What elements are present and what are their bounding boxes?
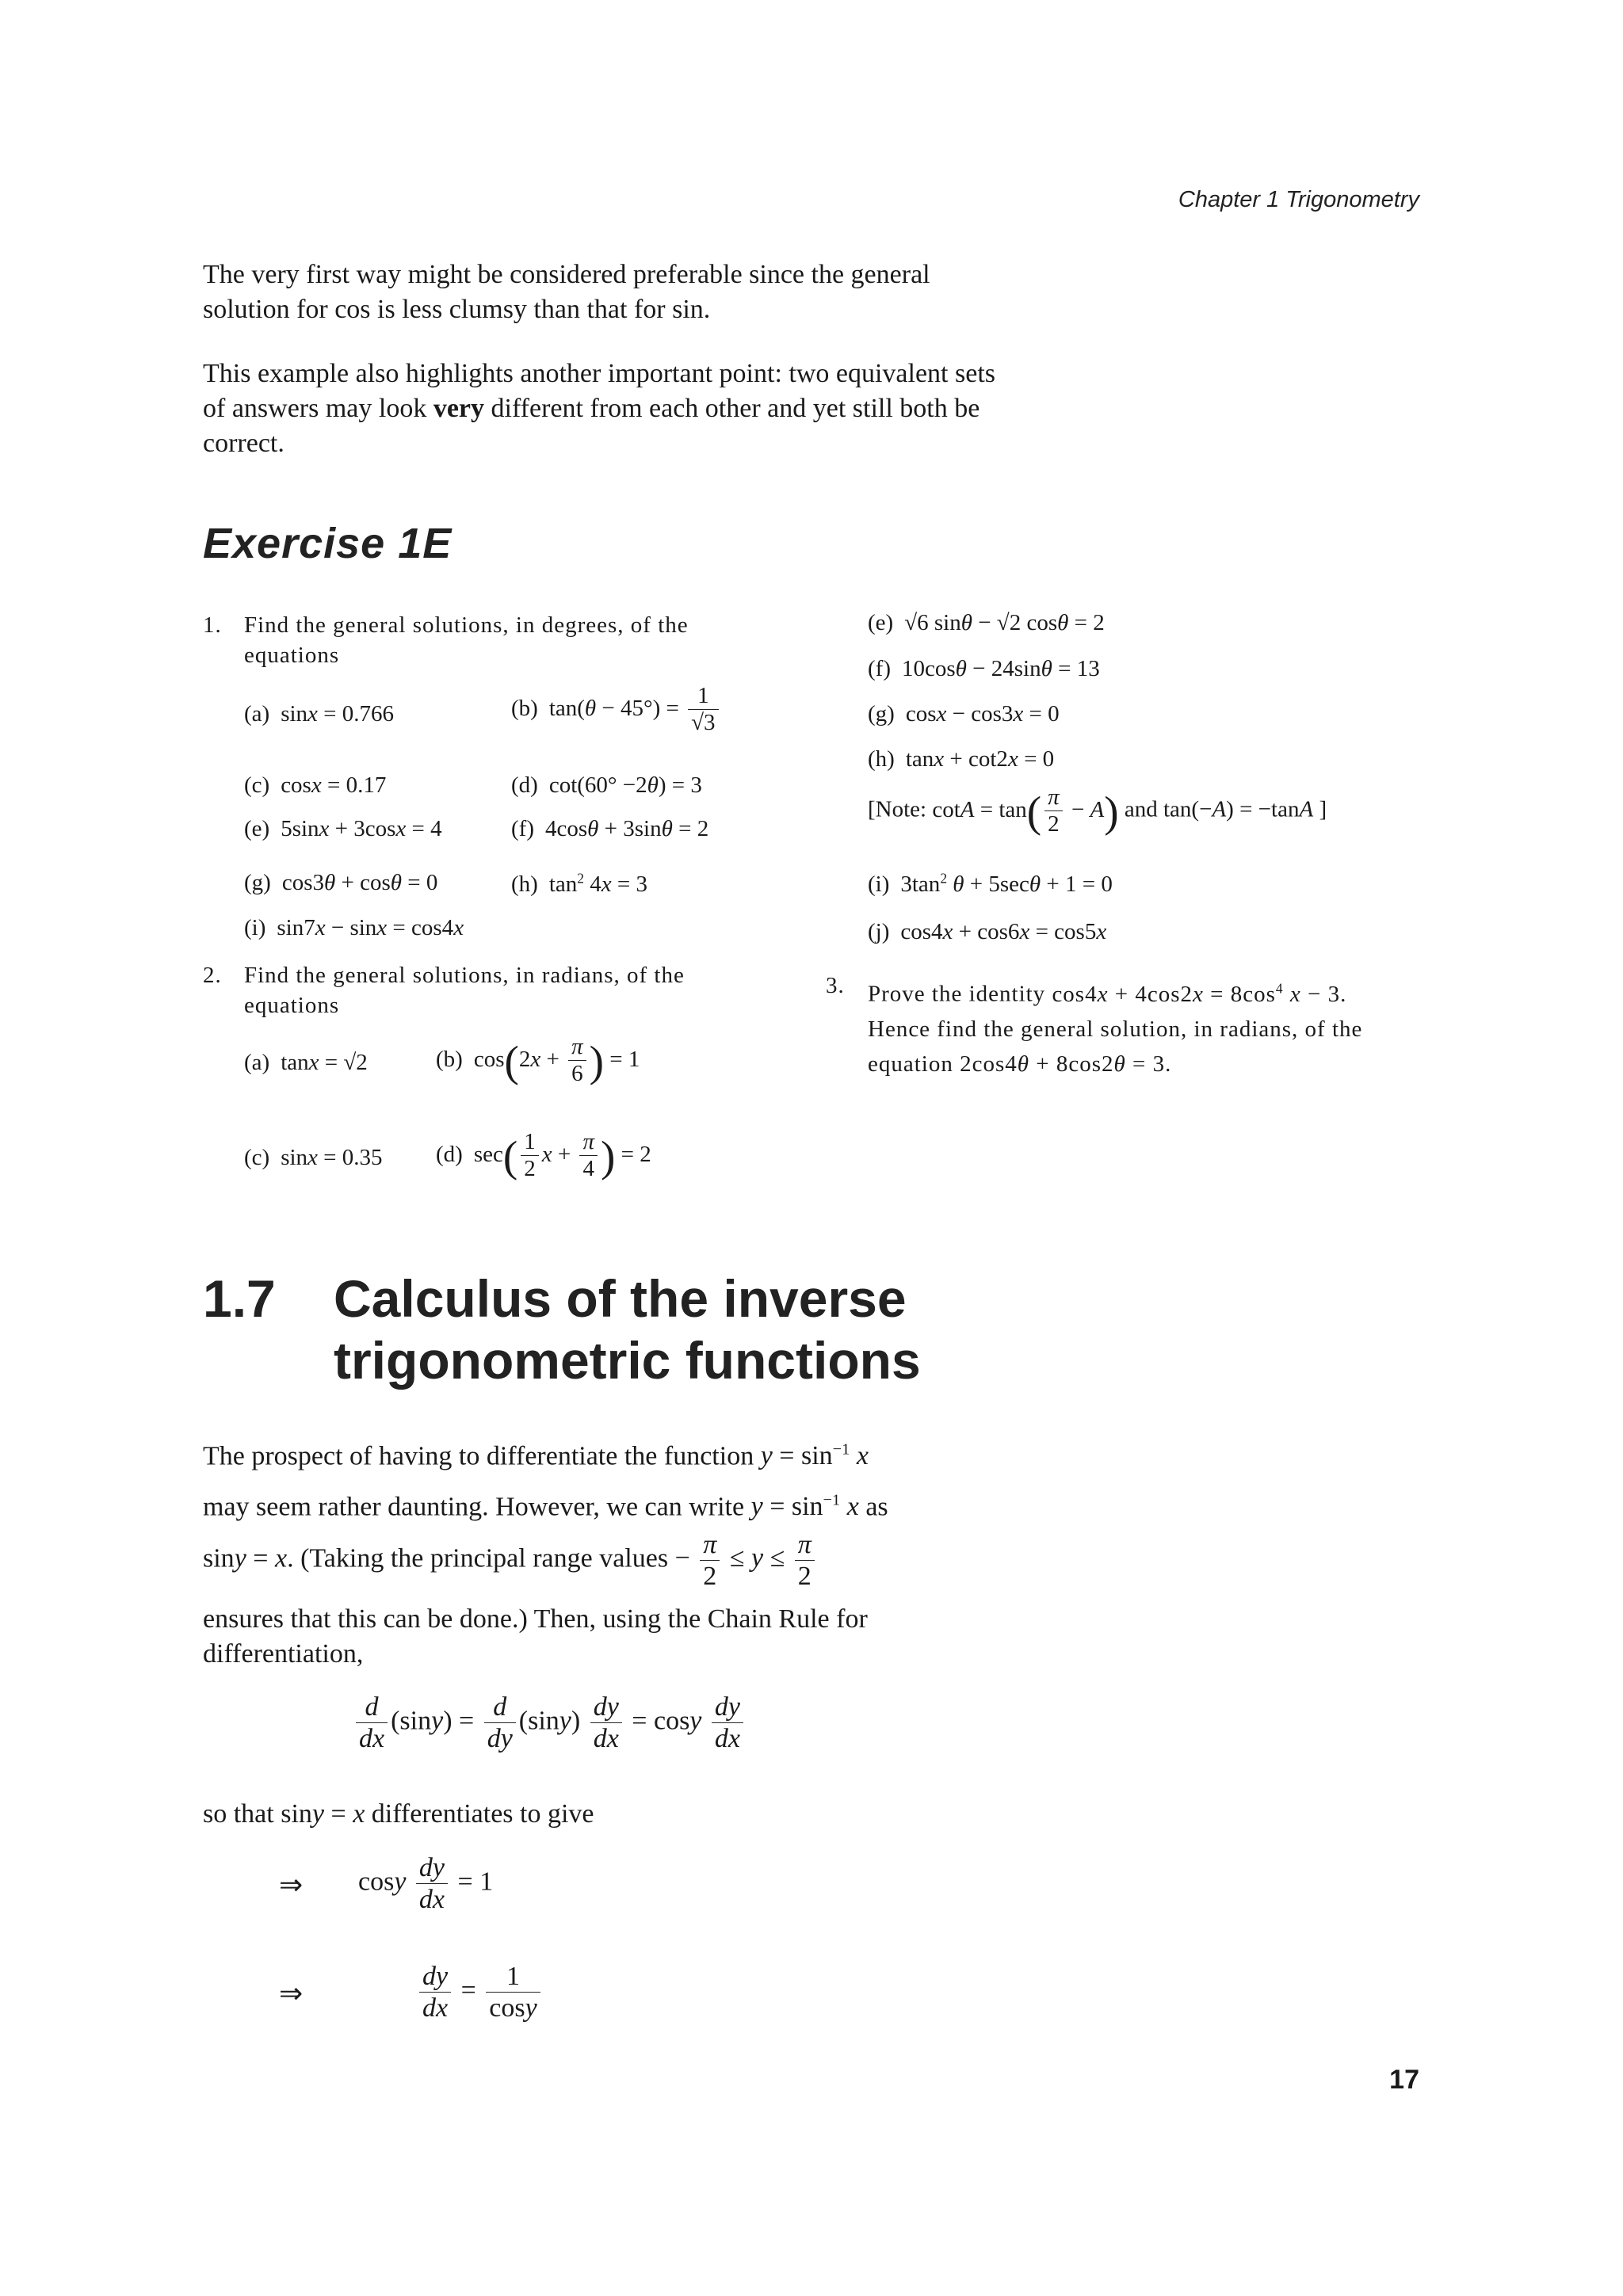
section-para-2: may seem rather daunting. However, we can write $y = \sin^{-1} x$ as: [203, 1492, 888, 1522]
question-1: [203, 610, 758, 670]
q1-part-b: (b) tan(θ − 45°) = $\frac{1}{√3}$: [511, 683, 722, 737]
implies-arrow-2: ⇒: [279, 1978, 304, 2009]
page-number: 17: [1389, 2065, 1419, 2095]
q1-part-h: (h) $\tan^2 4x = 3$: [511, 870, 647, 897]
q1-part-a: (a) sinx = 0.766: [244, 701, 395, 727]
q1-cont-part-g: (g) cosx − cos3x = 0: [868, 701, 1060, 727]
q1-cont-part-f: (f) 10cosθ − 24sinθ = 13: [868, 656, 1100, 681]
section-para-3: siny = x. (Taking the principal range values − $\frac{\pi}{2}$ ≤ y ≤ $\frac{\pi}{2}$: [203, 1529, 1075, 1592]
q1-part-i: (i) sin7x − sinx = cos4x: [244, 915, 464, 940]
section-para-1: The prospect of having to differentiate the function $y = \sin^{-1} x$: [203, 1441, 869, 1471]
intro-p2-before: This example also highlights another important point: two equivalent sets of answers may look: [203, 359, 995, 423]
q1-cont-part-i: (i) $3\tan^2$ θ + 5secθ + 1 = 0: [868, 870, 1113, 897]
q2-part-c: (c) sinx = 0.35: [244, 1145, 383, 1170]
question-2: [203, 960, 758, 1020]
q1-part-c: (c) cosx = 0.17: [244, 772, 387, 798]
question-2-number: 2.: [203, 963, 222, 988]
equation-dydx: $\frac{dy}{dx}$ = $\frac{1}{\cos y}$: [416, 1961, 544, 2023]
q2-part-d: (d) sec( $\frac{1}{2}$ x + $\frac{\pi}{4}$ ) = 2: [436, 1129, 651, 1182]
running-head: Chapter 1 Trigonometry: [1178, 187, 1419, 212]
exercise-title: Exercise 1E: [203, 520, 453, 567]
intro-p2-bold: very: [433, 394, 485, 423]
q1-part-e: (e) 5sinx + 3cosx = 4: [244, 816, 442, 841]
question-3: 3. Prove the identity $\cos 4x + 4\cos 2x = 8\cos^4$ x − 3. Hence find the general solution, in radians, of the equation 2cos4θ + 8cos2θ = 3.: [826, 971, 1396, 1081]
section-para-5: so that siny = x differentiates to give: [203, 1799, 594, 1829]
question-3-text-1: Prove the identity: [868, 981, 1046, 1007]
question-3-text-2: Hence find the general solution, in radians, of the equation: [868, 1016, 1363, 1077]
q1-cont-part-j: (j) cos4x + cos6x = cos5x: [868, 919, 1107, 944]
q1-part-g: (g) cos3θ + cosθ = 0: [244, 870, 438, 895]
section-para-4: ensures that this can be done.) Then, using the Chain Rule for differentiation,: [203, 1604, 868, 1669]
equation-cos-y-dydx: cosy $\frac{dy}{dx}$ = 1: [358, 1853, 494, 1915]
note-label: [Note:: [868, 796, 927, 822]
note-end: ]: [1319, 796, 1327, 822]
question-1-text: Find the general solutions, in degrees, of the equations: [244, 612, 689, 668]
q1-part-f: (f) 4cosθ + 3sinθ = 2: [511, 816, 709, 841]
q1-cont-part-e: (e) √6 sinθ − √2 cosθ = 2: [868, 610, 1105, 635]
q1-cont-part-h: (h) tanx + cot2x = 0: [868, 746, 1055, 772]
chain-rule-equation: $\frac{d}{dx}$ (siny) = $\frac{d}{dy}$ (siny) $\frac{dy}{dx}$ = cosy $\frac{dy}{dx}$: [353, 1691, 747, 1754]
q2-part-b: (b) cos(2x + $\frac{\pi}{6}$ ) = 1: [436, 1034, 640, 1087]
intro-p2-after: different from each other and yet still both be correct.: [203, 394, 980, 458]
note-and: and: [1124, 796, 1158, 822]
section-number: 1.7: [203, 1269, 276, 1328]
q1-part-d: (d) cot(60° −2θ) = 3: [511, 772, 702, 798]
question-3-number: 3.: [826, 973, 845, 998]
implies-arrow-1: ⇒: [279, 1869, 304, 1901]
intro-paragraph-2: [203, 357, 1011, 461]
intro-paragraph-1: The very first way might be considered preferable since the general solution for cos is less clumsy than that for sin.: [203, 260, 930, 324]
section-title: Calculus of the inverse trigonometric functions: [334, 1269, 921, 1390]
question-1-number: 1.: [203, 612, 222, 638]
note: [Note: cotA = tan( $\frac{\pi}{2}$ − A) and tan(−A) = −tanA ]: [868, 784, 1327, 837]
q2-part-a: (a) tanx = √2: [244, 1050, 368, 1075]
question-2-text: Find the general solutions, in radians, of the equations: [244, 963, 685, 1018]
